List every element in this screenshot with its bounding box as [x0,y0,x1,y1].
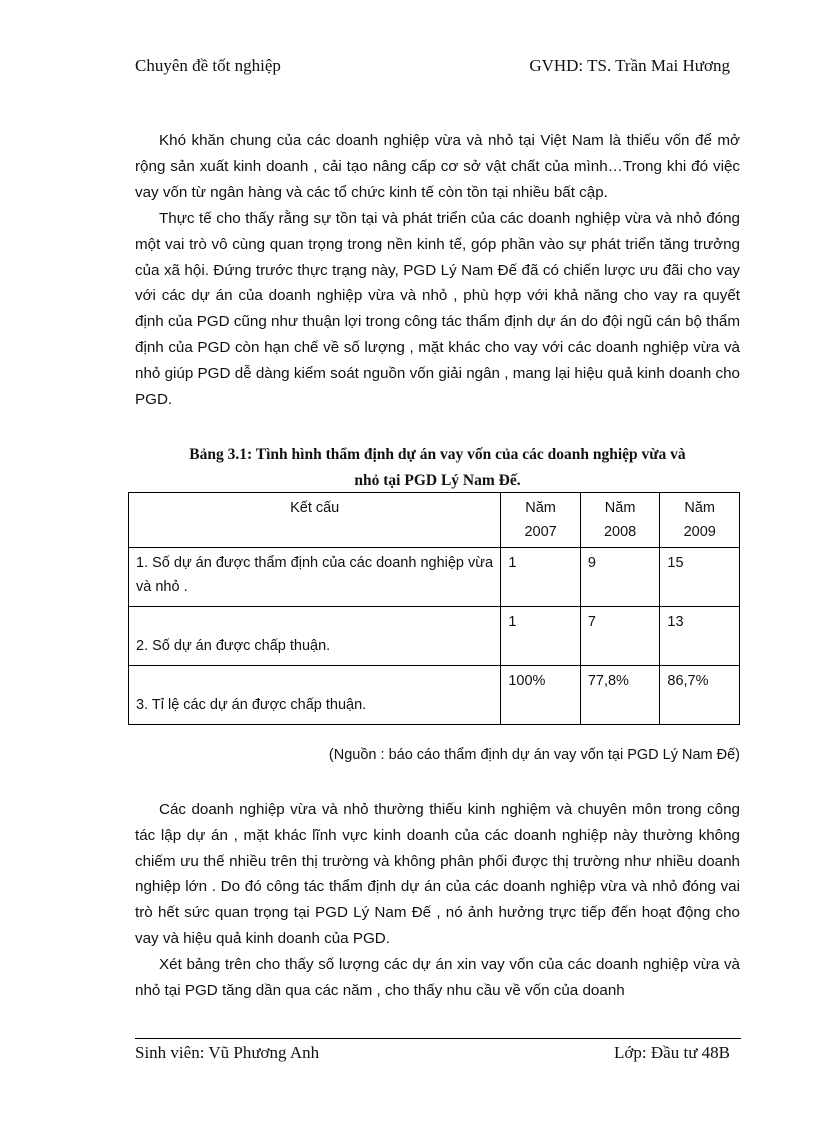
table-header-row [129,493,740,548]
footer-student: Sinh viên: Vũ Phương Anh [135,1043,320,1062]
year-label: Năm [525,500,556,516]
paragraph-1: Khó khăn chung của các doanh nghiệp vừa và nhỏ tại Việt Nam là thiếu vốn để mở rộng sản xuất kinh doanh , cải tạo nâng cấp cơ sở vật chất của mình…Trong khi đó việc vay vốn từ ngân hàng và các tổ chức kinh tế còn tồn tại nhiều bất cập. [135,132,740,201]
row-label: 3. Tỉ lệ các dự án được chấp thuận. [136,697,367,713]
table-caption-line-1: Bảng 3.1: Tình hình thẩm định dự án vay vốn của các doanh nghiệp vừa và [189,446,686,463]
header-cell-2009 [660,493,740,548]
table-row [129,548,740,607]
page-footer [135,1043,730,1063]
header-supervisor: GVHD: TS. Trần Mai Hương [529,56,730,75]
header-document-type: Chuyên đề tốt nghiệp [135,56,281,75]
table-source-note: (Nguồn : báo cáo thẩm định dự án vay vốn tại PGD Lý Nam Đế) [328,747,740,763]
header-cell-structure: Kết cấu [129,493,501,548]
footer-class: Lớp: Đầu tư 48B [614,1043,730,1062]
appraisal-table [128,492,740,725]
row-value-2009: 13 [660,607,740,666]
row-value-2007: 100% [501,666,581,725]
table-caption [135,442,740,493]
table-row [129,666,740,725]
header-cell-2008 [580,493,660,548]
row-label: 2. Số dự án được chấp thuận. [136,638,331,654]
page-header [135,56,730,76]
row-value-2008: 77,8% [580,666,660,725]
year-value: 2009 [683,524,716,540]
row-label-cell [129,607,501,666]
paragraph-4: Xét bảng trên cho thấy số lượng các dự án xin vay vốn của các doanh nghiệp vừa và nhỏ tại PGD tăng dần qua các năm , cho thấy nhu cầu về vốn của doanh [135,956,740,999]
row-label: 1. Số dự án được thẩm định của các doanh nghiệp vừa và nhỏ . [129,548,501,607]
row-value-2007: 1 [501,607,581,666]
paragraph-3: Các doanh nghiệp vừa và nhỏ thường thiếu kinh nghiệm và chuyên môn trong công tác lập dự án , mặt khác lĩnh vực kinh doanh của các doanh nghiệp này thường không chiếm ưu thế nhiều trên thị trường và không phân phối được thị trường như nhiều doanh nghiệp lớn . Do đó công tác thẩm định dự án của các doanh nghiệp vừa và nhỏ đóng vai trò hết sức quan trọng tại PGD Lý Nam Đế , nó ảnh hưởng trực tiếp đến hoạt động cho vay và hiệu quả kinh doanh của PGD. [135,801,740,947]
row-value-2008: 7 [580,607,660,666]
row-label-cell [129,666,501,725]
year-label: Năm [604,500,636,516]
table-row [129,607,740,666]
year-value: 2008 [603,524,637,540]
row-value-2009: 15 [660,548,740,607]
header-cell-2007 [501,493,581,548]
year-value: 2007 [524,524,557,540]
footer-divider [135,1038,741,1039]
table-caption-line-2: nhỏ tại PGD Lý Nam Đế. [354,471,521,489]
year-label: Năm [684,500,715,516]
row-value-2008: 9 [580,548,660,607]
row-value-2007: 1 [501,548,581,607]
paragraph-2: Thực tế cho thấy rằng sự tồn tại và phát triển của các doanh nghiệp vừa và nhỏ đóng một vai trò vô cùng quan trọng trong nền kinh tế, góp phần vào sự phát triển tăng trưởng của xã hội. Đứng trước thực trạng này, PGD Lý Nam Đế đã có chiến lược ưu đãi cho vay với các dự án của doanh nghiệp vừa và nhỏ , phù hợp với khả năng cho vay ra quyết định của PGD cũng như thuận lợi trong công tác thẩm định dự án do đội ngũ cán bộ thẩm định của PGD còn hạn chế về số lượng , mặt khác cho vay với các doanh nghiệp vừa và nhỏ giúp PGD dễ dàng kiểm soát nguồn vốn giải ngân , mang lại hiệu quả kinh doanh cho PGD. [135,210,740,408]
row-value-2009: 86,7% [660,666,740,725]
